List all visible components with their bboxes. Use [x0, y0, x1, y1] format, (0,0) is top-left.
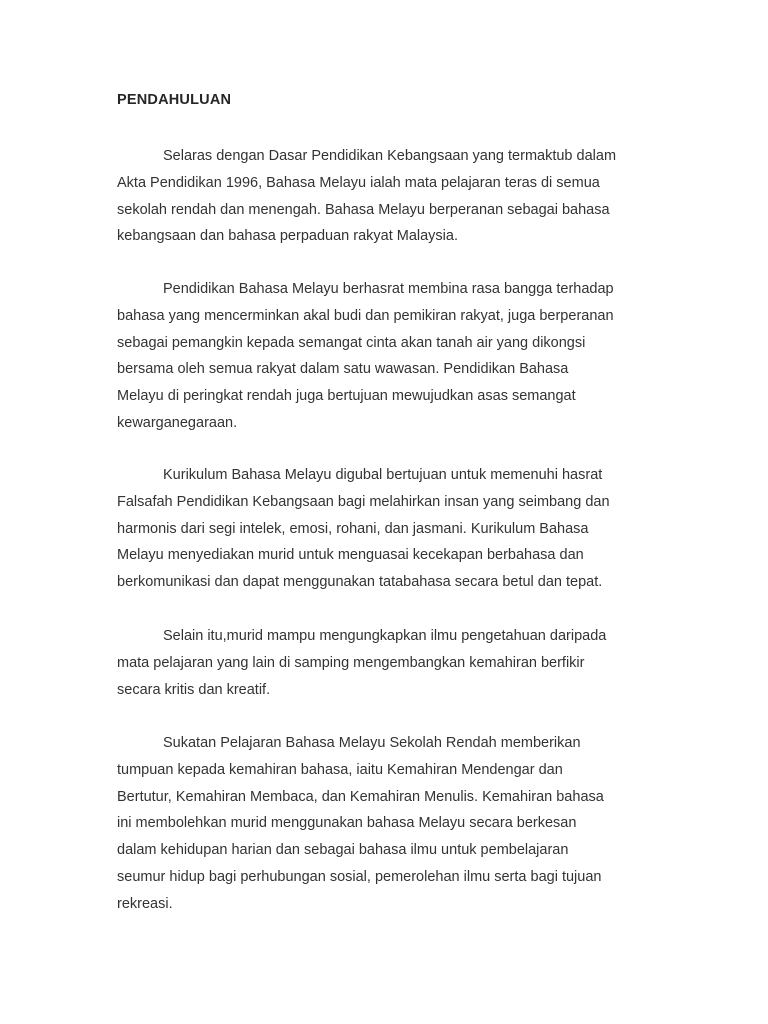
paragraph-5	[117, 730, 677, 918]
paragraph-line: Melayu di peringkat rendah juga bertujuan mewujudkan asas semangat	[117, 388, 576, 405]
paragraph-line: sekolah rendah dan menengah. Bahasa Melayu berperanan sebagai bahasa	[117, 201, 610, 218]
paragraph-4	[117, 623, 677, 703]
paragraph-line: Sukatan Pelajaran Bahasa Melayu Sekolah Rendah memberikan	[163, 735, 581, 751]
paragraph-line: kebangsaan dan bahasa perpaduan rakyat Malaysia.	[117, 228, 458, 245]
document-heading: PENDAHULUAN	[117, 92, 232, 108]
paragraph-line: bahasa yang mencerminkan akal budi dan pemikiran rakyat, juga berperanan	[117, 307, 614, 324]
paragraph-line: secara kritis dan kreatif.	[117, 681, 271, 698]
paragraph-line: Pendidikan Bahasa Melayu berhasrat membina rasa bangga terhadap	[163, 281, 614, 297]
paragraph-line: dalam kehidupan harian dan sebagai bahasa ilmu untuk pembelajaran	[117, 842, 569, 859]
paragraph-line: Selain itu,murid mampu mengungkapkan ilmu pengetahuan daripada	[163, 628, 607, 644]
paragraph-line: ini membolehkan murid menggunakan bahasa Melayu secara berkesan	[117, 815, 577, 832]
paragraph-line: Falsafah Pendidikan Kebangsaan bagi melahirkan insan yang seimbang dan	[117, 493, 610, 510]
paragraph-2	[117, 276, 677, 437]
paragraph-line: mata pelajaran yang lain di samping mengembangkan kemahiran berfikir	[117, 654, 585, 671]
paragraph-line: Bertutur, Kemahiran Membaca, dan Kemahiran Menulis. Kemahiran bahasa	[117, 788, 604, 805]
paragraph-line: rekreasi.	[117, 895, 173, 912]
paragraph-3	[117, 462, 677, 596]
paragraph-line: sebagai pemangkin kepada semangat cinta akan tanah air yang dikongsi	[117, 334, 586, 351]
paragraph-line: bersama oleh semua rakyat dalam satu wawasan. Pendidikan Bahasa	[117, 361, 569, 378]
paragraph-line: Kurikulum Bahasa Melayu digubal bertujuan untuk memenuhi hasrat	[163, 467, 603, 483]
paragraph-line: kewarganegaraan.	[117, 414, 238, 431]
paragraph-line: Selaras dengan Dasar Pendidikan Kebangsaan yang termaktub dalam	[163, 148, 617, 164]
paragraph-line: Akta Pendidikan 1996, Bahasa Melayu ialah mata pelajaran teras di semua	[117, 174, 600, 191]
paragraph-1	[117, 143, 677, 250]
paragraph-line: berkomunikasi dan dapat menggunakan tatabahasa secara betul dan tepat.	[117, 574, 603, 591]
paragraph-line: tumpuan kepada kemahiran bahasa, iaitu Kemahiran Mendengar dan	[117, 761, 563, 778]
paragraph-line: seumur hidup bagi perhubungan sosial, pemerolehan ilmu serta bagi tujuan	[117, 868, 602, 885]
paragraph-line: harmonis dari segi intelek, emosi, rohani, dan jasmani. Kurikulum Bahasa	[117, 520, 589, 537]
paragraph-line: Melayu menyediakan murid untuk menguasai kecekapan berbahasa dan	[117, 547, 584, 564]
